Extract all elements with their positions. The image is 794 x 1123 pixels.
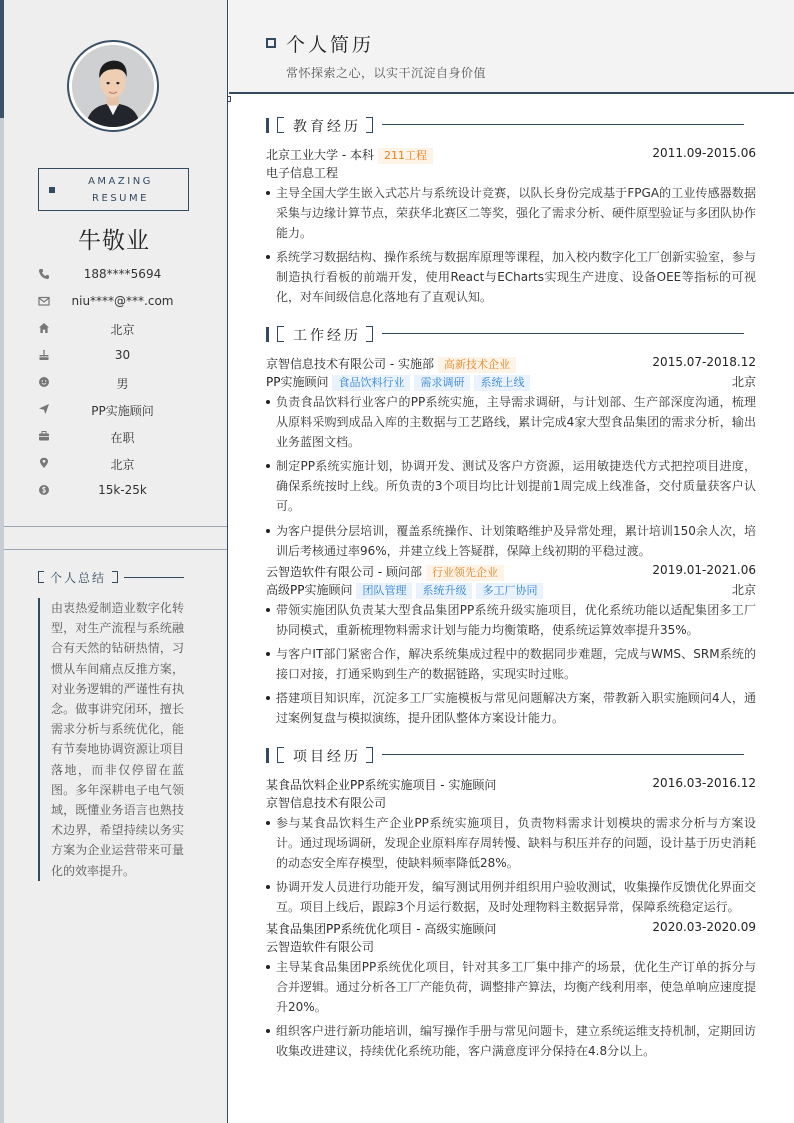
contact-text: 北京 (110, 458, 135, 472)
school-name: 北京工业大学 - 本科 (266, 148, 374, 162)
contact-text: 在职 (110, 431, 135, 445)
sidebar (0, 0, 228, 1123)
face-icon (38, 376, 50, 388)
contact-age (0, 345, 228, 372)
project-date: 2016.03-2016.12 (652, 776, 756, 790)
phone-icon (38, 268, 50, 280)
list-item: 主导全国大学生嵌入式芯片与系统设计竞赛，以队长身份完成基于FPGA的工业传感器数据采集与边缘计算节点，荣获华北赛区二等奖，强化了需求分析、硬件原型验证与多团队协作能力。 (266, 183, 756, 243)
location-pin-icon (38, 457, 50, 469)
skill-tag: 团队管理 (356, 583, 412, 599)
list-item: 负责食品饮料行业客户的PP系统实施，主导需求调研，与计划部、生产部深度沟通，梳理从原料采购到成品入库的主数据与工艺路线，累计完成4家大型食品集团的需求分析，输出业务蓝图文档。 (266, 392, 756, 452)
contact-text: niu****@***.com (71, 294, 174, 308)
project-name: 某食品饮料企业PP系统实施项目 - 实施顾问 (266, 778, 497, 792)
section-work-heading (266, 325, 756, 345)
skill-tag: 需求调研 (414, 375, 470, 391)
divider-marker (227, 96, 231, 102)
portrait-photo (72, 45, 154, 127)
job-date: 2015.07-2018.12 (652, 355, 756, 369)
section-projects-heading (266, 746, 756, 766)
project-date: 2020.03-2020.09 (652, 920, 756, 934)
list-item: 与客户IT部门紧密合作，解决系统集成过程中的数据同步难题，完成与WMS、SRM系统的接口对接，打通采购到生产的数据链路，实现实时过账。 (266, 644, 756, 684)
email-icon (38, 295, 50, 307)
contact-text: PP实施顾问 (91, 404, 154, 418)
contact-gender (0, 372, 228, 399)
list-item: 参与某食品饮料生产企业PP系统实施项目，负责物料需求计划模块的需求分析与方案设计。通过现场调研，发现企业原料库存周转慢、缺料与积压并存的问题，设计基于历史消耗的动态安全库存模型，使缺料频率降低28%。 (266, 813, 756, 873)
project-bullets (266, 957, 756, 1061)
sidebar-stripe-accent (0, 0, 4, 118)
avatar (67, 40, 159, 132)
skill-tag: 多工厂协同 (476, 583, 543, 599)
list-item: 制定PP系统实施计划，协调开发、测试及客户方资源，运用敏捷迭代方式把控项目进度，确保系统按时上线。所负责的3个项目均比计划提前1周完成上线准备，交付质量获客户认可。 (266, 456, 756, 516)
header (229, 0, 794, 94)
project-company: 云智造软件有限公司 (266, 940, 375, 954)
company-tag: 高新技术企业 (438, 357, 516, 373)
skill-tag: 食品饮料行业 (332, 375, 410, 391)
contact-email (0, 291, 228, 318)
contact-list (0, 264, 228, 507)
project-entry-2 (266, 920, 756, 1061)
contact-position (0, 399, 228, 426)
summary-title: 个人总结 (50, 571, 107, 585)
summary-heading (38, 568, 188, 586)
page-title: 个人简历 (286, 34, 375, 56)
project-entry-1 (266, 776, 756, 917)
company-name: 京智信息技术有限公司 - 实施部 (266, 357, 434, 371)
list-item: 协调开发人员进行功能开发，编写测试用例并组织用户验收测试，收集操作反馈优化界面交互。项目上线后，跟踪3个月运行数据，及时处理物料主数据异常，保障系统稳定运行。 (266, 877, 756, 917)
job-location: 北京 (731, 375, 756, 389)
candidate-name: 牛敬业 (78, 228, 150, 254)
contact-text: 188****5694 (83, 267, 162, 281)
contact-salary (0, 480, 228, 507)
section-title: 教育经历 (293, 119, 361, 135)
project-company: 京智信息技术有限公司 (266, 796, 387, 810)
list-item: 组织客户进行新功能培训，编写操作手册与常见问题卡，建立系统运维支持机制，定期回访收集改进建议，持续优化系统功能，客户满意度评分保持在4.8分以上。 (266, 1021, 756, 1061)
company-name: 云智造软件有限公司 - 顾问部 (266, 565, 422, 579)
work-entry-2 (266, 563, 756, 729)
cake-icon (38, 349, 50, 361)
major: 电子信息工程 (266, 166, 339, 180)
project-bullets (266, 813, 756, 917)
job-date: 2019.01-2021.06 (652, 563, 756, 577)
contact-home (0, 318, 228, 345)
work-entry-1 (266, 355, 756, 561)
skill-tag: 系统升级 (416, 583, 472, 599)
salary-icon (38, 484, 50, 496)
badge-line-amazing: AMAZING (88, 176, 153, 187)
contact-text: 15k-25k (98, 483, 147, 497)
page-subtitle: 常怀探索之心，以实干沉淀自身价值 (286, 66, 487, 80)
contact-status (0, 426, 228, 453)
home-icon (38, 322, 50, 334)
list-item: 带领实施团队负责某大型食品集团PP系统升级实施项目，优化系统功能以适配集团多工厂协同模式，重新梳理物料需求计划与能力均衡策略，使系统运算效率提升35%。 (266, 600, 756, 640)
job-bullets (266, 600, 756, 729)
education-bullets (266, 183, 756, 308)
list-item: 系统学习数据结构、操作系统与数据库原理等课程，加入校内数字化工厂创新实验室，参与制造执行看板的前端开发，使用React与ECharts实现生产进度、设备OEE等指标的可视化，对车间级信息化落地有了直观认知。 (266, 247, 756, 307)
project-name: 某食品集团PP系统优化项目 - 高级实施顾问 (266, 922, 497, 936)
contact-text: 男 (116, 377, 129, 391)
list-item: 搭建项目知识库，沉淀多工厂实施模板与常见问题解决方案，带教新入职实施顾问4人，通过案例复盘与模拟演练，提升团队整体方案设计能力。 (266, 688, 756, 728)
contact-text: 30 (114, 348, 131, 362)
school-tag: 211工程 (378, 148, 433, 164)
section-title: 项目经历 (293, 749, 361, 765)
amazing-resume-badge (38, 168, 189, 211)
job-bullets (266, 392, 756, 561)
job-location: 北京 (731, 583, 756, 597)
section-title: 工作经历 (293, 328, 361, 344)
summary-text: 由衷热爱制造业数字化转型，对生产流程与系统融合有天然的钻研热情，习惯从车间痛点反推方案，对业务逻辑的严谨性有执念。做事讲究闭环，擅长需求分析与系统优化，能有节奏地协调资源让项目落地，而非仅停留在蓝图。多年深耕电子电气领域，既懂业务语言也熟技术边界，希望持续以务实方案为企业运营带来可量化的效率提升。 (38, 598, 184, 881)
badge-line-resume: RESUME (92, 193, 149, 204)
sidebar-divider (4, 526, 227, 527)
education-date: 2011.09-2015.06 (652, 146, 756, 160)
list-item: 为客户提供分层培训，覆盖系统操作、计划策略维护及异常处理，累计培训150余人次，培训后考核通过率96%，并建立线上答疑群，保障上线初期的平稳过渡。 (266, 521, 756, 561)
title-square-icon (266, 38, 276, 48)
contact-location (0, 453, 228, 480)
sidebar-stripe (0, 0, 4, 1123)
list-item: 主导某食品集团PP系统优化项目，针对其多工厂集中排产的场景，优化生产订单的拆分与合并逻辑。通过分析各工厂产能负荷，调整排产算法，均衡产线利用率，使急单响应速度提升20%。 (266, 957, 756, 1017)
job-role: PP实施顾问 (266, 375, 329, 389)
company-tag: 行业领先企业 (426, 565, 504, 581)
send-icon (38, 403, 50, 415)
briefcase-icon (38, 430, 50, 442)
main-content (229, 0, 794, 1123)
job-role: 高级PP实施顾问 (266, 583, 353, 597)
contact-text: 北京 (110, 323, 135, 337)
education-entry (266, 146, 756, 308)
contact-phone (0, 264, 228, 291)
skill-tag: 系统上线 (474, 375, 530, 391)
section-education-heading (266, 116, 756, 136)
sidebar-divider (4, 549, 227, 550)
